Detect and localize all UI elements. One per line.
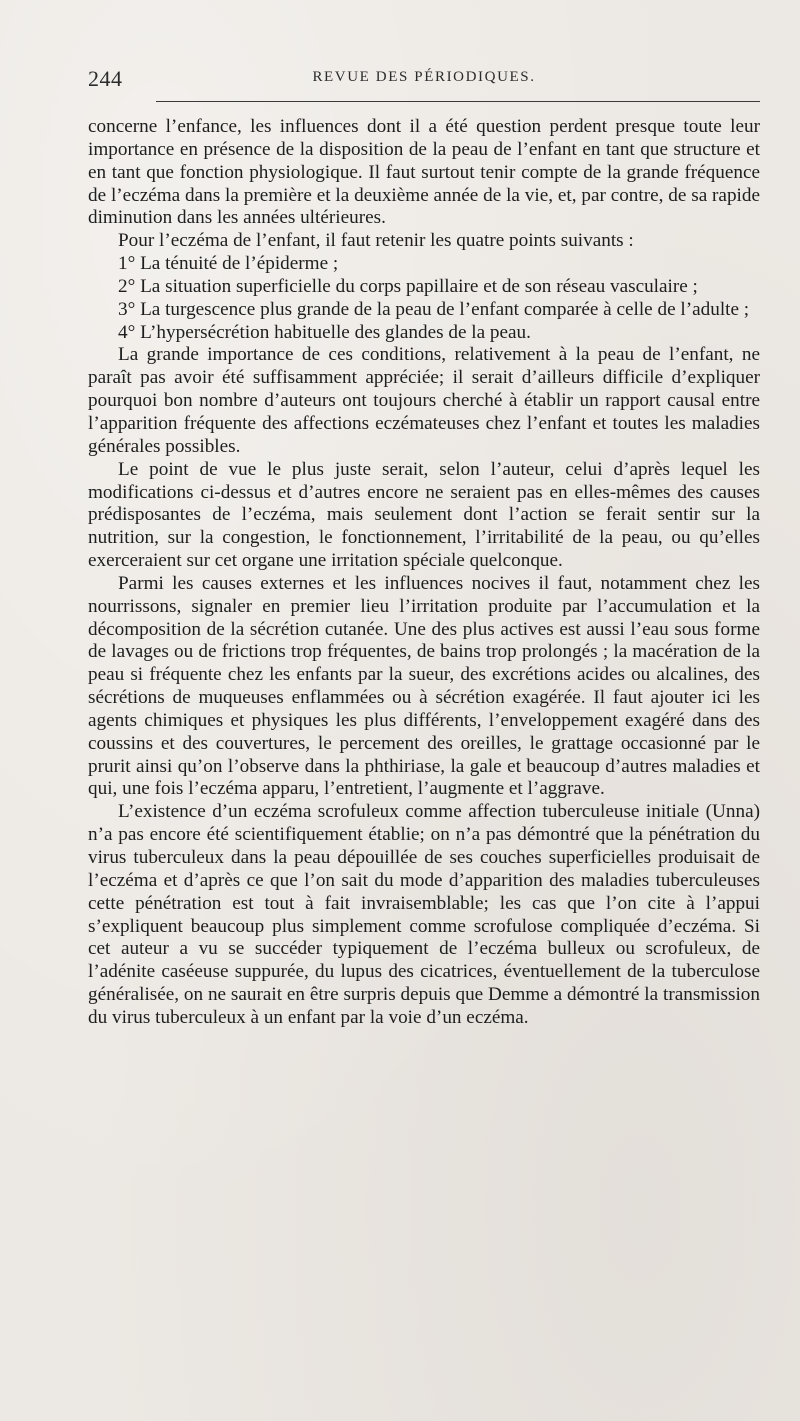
list-item: 1° La ténuité de l’épiderme ; xyxy=(118,253,339,275)
page-header xyxy=(88,60,760,100)
list-item: 2° La situation superficielle du corps papillaire et de son réseau vasculaire ; xyxy=(118,275,698,297)
page-number: 244 xyxy=(88,66,123,91)
paragraph: concerne l’enfance, les influences dont il a été question perdent presque toute leur importance en présence de la disposition de la peau de l’enfant en tant que structure et en tant que fonction physiologique. Il faut surtout tenir compte de la grande fréquence de l’eczéma dans la première et la deuxième année de la vie, et, par contre, de sa rapide diminution dans les années ultérieures. xyxy=(88,116,760,229)
paragraph: L’existence d’un eczéma scrofuleux comme affection tuberculeuse initiale (Unna) n’a pas encore été scientifiquement établie; on n’a pas démontré que la pénétration du virus tuberculeux dans la peau dépouillée de ses couches superficielles produisait de l’eczéma et d’après ce que l’on sait du mode d’apparition des maladies tuberculeuses cette pénétration est tout à fait invraisemblable; les cas que l’on cite à l’appui s’expliquent beaucoup plus simplement comme scrofulose compliquée d’eczéma. Si cet auteur a vu se succéder typiquement de l’eczéma bulleux ou scrofuleux, de l’adénite caséeuse suppurée, du lupus des cicatrices, éventuellement de la tuberculose généralisée, on ne saurait en être surpris depuis que Demme a démontré la transmission du virus tuberculeux à un enfant par la voie d’un eczéma. xyxy=(88,801,760,1028)
running-head: REVUE DES PÉRIODIQUES. xyxy=(312,69,536,85)
paragraph: Pour l’eczéma de l’enfant, il faut retenir les quatre points suivants : xyxy=(118,230,634,252)
body-text xyxy=(88,116,760,1030)
list-item: 3° La turgescence plus grande de la peau de l’enfant comparée à celle de l’adulte ; xyxy=(118,298,750,320)
header-rule xyxy=(156,101,760,102)
paragraph: La grande importance de ces conditions, relativement à la peau de l’enfant, ne paraît pas avoir été suffisamment appréciée; il serait d’ailleurs difficile d’expliquer pourquoi bon nombre d’auteurs ont toujours cherché à établir un rapport causal entre l’apparition fréquente des affections eczémateuses chez l’enfant et toutes les maladies générales possibles. xyxy=(88,344,760,457)
paragraph: Le point de vue le plus juste serait, selon l’auteur, celui d’après lequel les modifications ci-dessus et d’autres encore ne seraient pas en elles-mêmes des causes prédisposantes de l’eczéma, mais seulement dont l’action se ferait sentir sur la nutrition, sur la congestion, le fonctionnement, l’irritabilité de la peau, ou qu’elles exerceraient sur cet organe une irritation spéciale quelconque. xyxy=(88,458,760,572)
list-item: 4° L’hypersécrétion habituelle des glandes de la peau. xyxy=(118,321,531,343)
paragraph: Parmi les causes externes et les influences nocives il faut, notamment chez les nourrissons, signaler en premier lieu l’irritation produite par l’accumulation et la décomposition de la sécrétion cutanée. Une des plus actives est aussi l’eau sous forme de lavages ou de frictions trop fréquentes, de bains trop prolongés ; la macération de la peau si fréquente chez les enfants par la sueur, des excrétions acides ou alcalines, des sécrétions de muqueuses enflammées ou à sécrétion exagérée. Il faut ajouter ici les agents chimiques et physiques les plus différents, l’enveloppement exagéré dans des coussins et des couvertures, le percement des oreilles, le grattage occasionné par le prurit ainsi qu’on l’observe dans la phthiriase, la gale et beaucoup d’autres maladies et qui, une fois l’eczéma apparu, l’entretient, l’augmente et l’aggrave. xyxy=(88,572,760,800)
